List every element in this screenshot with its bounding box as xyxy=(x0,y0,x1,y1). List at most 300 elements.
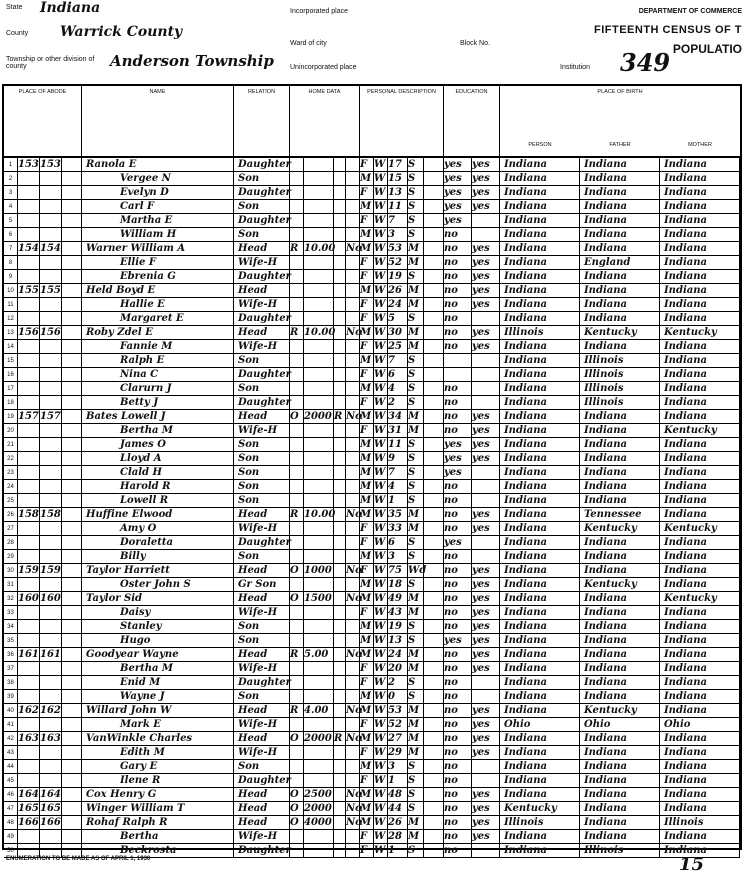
table-row xyxy=(4,298,740,312)
sex-cell: F xyxy=(360,214,374,228)
radio-set-cell xyxy=(334,676,346,690)
table-row xyxy=(4,522,740,536)
race-cell: W xyxy=(374,620,388,634)
farm-flag-cell xyxy=(346,298,360,312)
birthplace-person-cell: Indiana xyxy=(500,354,580,368)
can-read-cell xyxy=(472,368,500,382)
birthplace-father-cell: Indiana xyxy=(580,774,660,788)
relation-cell: Son xyxy=(234,690,290,704)
col-birth-mother: MOTHER xyxy=(688,142,712,148)
age-cell: 3 xyxy=(388,760,408,774)
sex-cell: F xyxy=(360,536,374,550)
department-title: DEPARTMENT OF COMMERCE xyxy=(638,8,742,15)
can-read-cell xyxy=(472,466,500,480)
dwelling-number-cell xyxy=(18,746,40,760)
radio-set-cell xyxy=(334,494,346,508)
table-row xyxy=(4,550,740,564)
birthplace-mother-cell: Indiana xyxy=(660,158,740,172)
age-cell: 52 xyxy=(388,256,408,270)
race-cell: W xyxy=(374,270,388,284)
attended-school-cell: no xyxy=(444,298,472,312)
can-read-cell xyxy=(472,312,500,326)
race-cell: W xyxy=(374,676,388,690)
home-tenure-cell xyxy=(290,760,304,774)
relation-cell: Head xyxy=(234,732,290,746)
race-cell: W xyxy=(374,368,388,382)
radio-set-cell xyxy=(334,396,346,410)
can-read-cell: yes xyxy=(472,438,500,452)
family-number-cell xyxy=(40,424,62,438)
age-at-marriage-cell xyxy=(424,662,444,676)
home-tenure-cell xyxy=(290,424,304,438)
home-value-cell xyxy=(304,662,334,676)
marital-status-cell: M xyxy=(408,410,424,424)
home-value-cell xyxy=(304,676,334,690)
table-row xyxy=(4,200,740,214)
attended-school-cell: no xyxy=(444,648,472,662)
attended-school-cell: no xyxy=(444,718,472,732)
street-cell-cell xyxy=(62,788,82,802)
radio-set-cell xyxy=(334,228,346,242)
table-row xyxy=(4,452,740,466)
row-number-cell: 15 xyxy=(4,354,18,368)
marital-status-cell: S xyxy=(408,382,424,396)
birthplace-person-cell: Indiana xyxy=(500,312,580,326)
dwelling-number-cell xyxy=(18,522,40,536)
age-cell: 26 xyxy=(388,284,408,298)
person-name-cell: Ebrenia G xyxy=(82,270,234,284)
birthplace-person-cell: Indiana xyxy=(500,774,580,788)
can-read-cell: yes xyxy=(472,200,500,214)
race-cell: W xyxy=(374,746,388,760)
table-row xyxy=(4,662,740,676)
row-number-cell: 22 xyxy=(4,452,18,466)
attended-school-cell: no xyxy=(444,606,472,620)
can-read-cell xyxy=(472,774,500,788)
sex-cell: M xyxy=(360,732,374,746)
person-name-cell: Edith M xyxy=(82,746,234,760)
family-number-cell xyxy=(40,494,62,508)
race-cell: W xyxy=(374,480,388,494)
relation-cell: Son xyxy=(234,172,290,186)
birthplace-father-cell: Indiana xyxy=(580,270,660,284)
age-at-marriage-cell xyxy=(424,606,444,620)
marital-status-cell: S xyxy=(408,200,424,214)
age-at-marriage-cell xyxy=(424,732,444,746)
birthplace-person-cell: Indiana xyxy=(500,172,580,186)
person-name-cell: Lowell R xyxy=(82,494,234,508)
relation-cell: Son xyxy=(234,760,290,774)
age-at-marriage-cell xyxy=(424,620,444,634)
age-at-marriage-cell xyxy=(424,690,444,704)
family-number-cell xyxy=(40,200,62,214)
row-number-cell: 23 xyxy=(4,466,18,480)
age-cell: 49 xyxy=(388,592,408,606)
birthplace-person-cell: Indiana xyxy=(500,410,580,424)
radio-set-cell xyxy=(334,774,346,788)
dwelling-number-cell: 159 xyxy=(18,565,39,576)
table-row xyxy=(4,494,740,508)
birthplace-mother-cell: Indiana xyxy=(660,214,740,228)
age-cell: 52 xyxy=(388,718,408,732)
street-cell-cell xyxy=(62,424,82,438)
home-value-cell xyxy=(304,774,334,788)
can-read-cell xyxy=(472,536,500,550)
farm-flag-cell xyxy=(346,382,360,396)
sex-cell: M xyxy=(360,690,374,704)
farm-flag-cell xyxy=(346,270,360,284)
table-row xyxy=(4,172,740,186)
farm-flag-cell: No xyxy=(346,327,362,338)
birthplace-father-cell: Indiana xyxy=(580,410,660,424)
birthplace-father-cell: Indiana xyxy=(580,746,660,760)
attended-school-cell: yes xyxy=(444,158,472,172)
unincorporated-label: Unincorporated place xyxy=(290,64,357,71)
home-tenure-cell: O xyxy=(290,410,304,424)
home-value-cell: 2000 xyxy=(304,802,334,816)
person-name-cell: Evelyn D xyxy=(82,186,234,200)
radio-set-cell xyxy=(334,746,346,760)
dwelling-number-cell xyxy=(18,424,40,438)
home-value-cell xyxy=(304,620,334,634)
relation-cell: Son xyxy=(234,452,290,466)
col-place-of-abode: PLACE OF ABODE xyxy=(4,86,82,156)
race-cell: W xyxy=(374,438,388,452)
table-row xyxy=(4,396,740,410)
marital-status-cell: S xyxy=(408,312,424,326)
family-number-cell xyxy=(40,760,62,774)
sex-cell: M xyxy=(360,438,374,452)
birthplace-father-cell: Indiana xyxy=(580,340,660,354)
row-number-cell: 39 xyxy=(4,690,18,704)
row-number-cell: 48 xyxy=(4,816,18,830)
race-cell: W xyxy=(374,396,388,410)
row-number-cell: 49 xyxy=(4,830,18,844)
farm-flag-cell xyxy=(346,536,360,550)
home-tenure-cell xyxy=(290,382,304,396)
home-tenure-cell xyxy=(290,396,304,410)
radio-set-cell xyxy=(334,606,346,620)
relation-cell: Wife-H xyxy=(234,662,290,676)
table-row xyxy=(4,424,740,438)
home-tenure-cell: R xyxy=(290,704,304,718)
street-cell-cell xyxy=(62,466,82,480)
birthplace-person-cell: Indiana xyxy=(500,158,580,172)
street-cell-cell xyxy=(62,172,82,186)
attended-school-cell: yes xyxy=(444,200,472,214)
sex-cell: M xyxy=(360,802,374,816)
race-cell: W xyxy=(374,382,388,396)
age-at-marriage-cell xyxy=(424,760,444,774)
home-value-cell: 4000 xyxy=(304,816,334,830)
age-at-marriage-cell xyxy=(424,578,444,592)
row-number-cell: 38 xyxy=(4,676,18,690)
birthplace-mother-cell: Indiana xyxy=(660,466,740,480)
sex-cell: F xyxy=(360,368,374,382)
street-cell-cell xyxy=(62,480,82,494)
birthplace-father-cell: Indiana xyxy=(580,186,660,200)
street-cell-cell xyxy=(62,396,82,410)
birthplace-father-cell: England xyxy=(580,256,660,270)
dwelling-number-cell xyxy=(18,340,40,354)
street-cell-cell xyxy=(62,648,82,662)
relation-cell: Daughter xyxy=(234,396,290,410)
home-tenure-cell xyxy=(290,690,304,704)
relation-cell: Head xyxy=(234,648,290,662)
marital-status-cell: S xyxy=(408,438,424,452)
age-cell: 15 xyxy=(388,172,408,186)
col-name: NAME xyxy=(82,86,234,156)
home-tenure-cell xyxy=(290,830,304,844)
marital-status-cell: S xyxy=(408,480,424,494)
sex-cell: F xyxy=(360,774,374,788)
birthplace-mother-cell: Indiana xyxy=(660,676,740,690)
marital-status-cell: S xyxy=(408,760,424,774)
birthplace-mother-cell: Indiana xyxy=(660,690,740,704)
birthplace-person-cell: Indiana xyxy=(500,522,580,536)
row-number-cell: 9 xyxy=(4,270,18,284)
dwelling-number-cell xyxy=(18,396,40,410)
home-tenure-cell xyxy=(290,774,304,788)
street-cell-cell xyxy=(62,746,82,760)
home-value-cell xyxy=(304,172,334,186)
home-value-cell xyxy=(304,214,334,228)
relation-cell: Daughter xyxy=(234,270,290,284)
person-name-cell: Ralph E xyxy=(82,354,234,368)
radio-set-cell xyxy=(334,200,346,214)
can-read-cell: yes xyxy=(472,410,500,424)
table-row xyxy=(4,340,740,354)
age-at-marriage-cell xyxy=(424,172,444,186)
home-value-cell xyxy=(304,200,334,214)
birthplace-father-cell: Indiana xyxy=(580,312,660,326)
person-name-cell: Roby Zdel E xyxy=(82,326,234,340)
farm-flag-cell: No xyxy=(346,817,362,828)
can-read-cell xyxy=(472,480,500,494)
relation-cell: Daughter xyxy=(234,844,290,858)
row-number-cell: 16 xyxy=(4,368,18,382)
family-number-cell: 163 xyxy=(40,733,61,744)
birthplace-father-cell: Indiana xyxy=(580,634,660,648)
race-cell: W xyxy=(374,312,388,326)
marital-status-cell: M xyxy=(408,340,424,354)
person-name-cell: Bertha M xyxy=(82,662,234,676)
street-cell-cell xyxy=(62,508,82,522)
dwelling-number-cell xyxy=(18,774,40,788)
form-header xyxy=(0,0,744,80)
census-title: FIFTEENTH CENSUS OF T xyxy=(594,24,742,36)
home-value-cell xyxy=(304,396,334,410)
county-label: County xyxy=(6,30,29,37)
birthplace-person-cell: Indiana xyxy=(500,340,580,354)
family-number-cell: 166 xyxy=(40,817,61,828)
marital-status-cell: M xyxy=(408,648,424,662)
farm-flag-cell xyxy=(346,578,360,592)
farm-flag-cell xyxy=(346,452,360,466)
birthplace-father-cell: Indiana xyxy=(580,620,660,634)
radio-set-cell xyxy=(334,452,346,466)
sex-cell: F xyxy=(360,844,374,858)
street-cell-cell xyxy=(62,564,82,578)
age-cell: 28 xyxy=(388,830,408,844)
street-cell-cell xyxy=(62,830,82,844)
radio-set-cell xyxy=(334,326,346,340)
birthplace-father-cell: Illinois xyxy=(580,382,660,396)
birthplace-father-cell: Indiana xyxy=(580,200,660,214)
radio-set-cell xyxy=(334,214,346,228)
relation-cell: Daughter xyxy=(234,676,290,690)
marital-status-cell: M xyxy=(408,746,424,760)
sex-cell: M xyxy=(360,494,374,508)
marital-status-cell: S xyxy=(408,620,424,634)
row-number-cell: 25 xyxy=(4,494,18,508)
home-value-cell xyxy=(304,494,334,508)
dwelling-number-cell xyxy=(18,494,40,508)
birthplace-mother-cell: Indiana xyxy=(660,508,740,522)
row-number-cell: 14 xyxy=(4,340,18,354)
radio-set-cell xyxy=(334,788,346,802)
sex-cell: M xyxy=(360,592,374,606)
family-number-cell: 154 xyxy=(40,243,61,254)
age-at-marriage-cell xyxy=(424,326,444,340)
age-at-marriage-cell xyxy=(424,676,444,690)
attended-school-cell: no xyxy=(444,396,472,410)
street-cell-cell xyxy=(62,340,82,354)
farm-flag-cell xyxy=(346,690,360,704)
family-number-cell xyxy=(40,676,62,690)
can-read-cell: yes xyxy=(472,732,500,746)
sex-cell: M xyxy=(360,704,374,718)
can-read-cell: yes xyxy=(472,802,500,816)
birthplace-mother-cell: Indiana xyxy=(660,172,740,186)
race-cell: W xyxy=(374,522,388,536)
dwelling-number-cell xyxy=(18,550,40,564)
birthplace-mother-cell: Indiana xyxy=(660,550,740,564)
birthplace-father-cell: Illinois xyxy=(580,368,660,382)
marital-status-cell: M xyxy=(408,256,424,270)
sex-cell: M xyxy=(360,284,374,298)
col-place-of-birth xyxy=(500,86,740,156)
dwelling-number-cell: 164 xyxy=(18,789,39,800)
home-value-cell: 10.00 xyxy=(304,327,336,338)
family-number-cell: 153 xyxy=(40,159,61,170)
sheet-number: 349 xyxy=(620,48,671,77)
farm-flag-cell xyxy=(346,284,360,298)
relation-cell: Daughter xyxy=(234,214,290,228)
dwelling-number-cell: 163 xyxy=(18,733,39,744)
home-value-cell xyxy=(304,354,334,368)
radio-set-cell xyxy=(334,270,346,284)
can-read-cell: yes xyxy=(472,424,500,438)
sex-cell: F xyxy=(360,746,374,760)
farm-flag-cell xyxy=(346,396,360,410)
race-cell: W xyxy=(374,844,388,858)
sex-cell: F xyxy=(360,830,374,844)
age-at-marriage-cell xyxy=(424,242,444,256)
row-number-cell: 50 xyxy=(4,844,18,858)
family-number-cell: 156 xyxy=(40,327,61,338)
col-relation: RELATION xyxy=(234,86,290,156)
row-number-cell: 43 xyxy=(4,746,18,760)
person-name-cell: James O xyxy=(82,438,234,452)
incorporated-label: Incorporated place xyxy=(290,8,348,15)
table-row xyxy=(4,648,740,662)
birthplace-person-cell: Indiana xyxy=(500,452,580,466)
farm-flag-cell xyxy=(346,172,360,186)
relation-cell: Son xyxy=(234,354,290,368)
sex-cell: F xyxy=(360,270,374,284)
person-name-cell: Betty J xyxy=(82,396,234,410)
col-birth-father: FATHER xyxy=(609,142,631,148)
birthplace-person-cell: Indiana xyxy=(500,186,580,200)
marital-status-cell: M xyxy=(408,522,424,536)
sex-cell: M xyxy=(360,508,374,522)
farm-flag-cell: No xyxy=(346,411,362,422)
person-name-cell: Huffine Elwood xyxy=(82,508,234,522)
can-read-cell xyxy=(472,354,500,368)
attended-school-cell: no xyxy=(444,284,472,298)
family-number-cell xyxy=(40,606,62,620)
can-read-cell xyxy=(472,760,500,774)
sex-cell: M xyxy=(360,326,374,340)
family-number-cell: 162 xyxy=(40,705,61,716)
birthplace-mother-cell: Indiana xyxy=(660,256,740,270)
birthplace-mother-cell: Indiana xyxy=(660,270,740,284)
birthplace-mother-cell: Indiana xyxy=(660,704,740,718)
farm-flag-cell: No xyxy=(346,565,362,576)
can-read-cell: yes xyxy=(472,648,500,662)
birthplace-person-cell: Indiana xyxy=(500,368,580,382)
home-tenure-cell: O xyxy=(290,802,304,816)
home-value-cell xyxy=(304,606,334,620)
birthplace-father-cell: Indiana xyxy=(580,172,660,186)
dwelling-number-cell: 156 xyxy=(18,327,39,338)
birthplace-person-cell: Indiana xyxy=(500,620,580,634)
street-cell-cell xyxy=(62,494,82,508)
person-name-cell: Willard John W xyxy=(82,704,234,718)
relation-cell: Wife-H xyxy=(234,718,290,732)
relation-cell: Son xyxy=(234,620,290,634)
state-label: State xyxy=(6,4,23,11)
marital-status-cell: M xyxy=(408,508,424,522)
table-row xyxy=(4,228,740,242)
farm-flag-cell xyxy=(346,312,360,326)
birthplace-father-cell: Indiana xyxy=(580,536,660,550)
home-tenure-cell xyxy=(290,578,304,592)
home-tenure-cell xyxy=(290,256,304,270)
attended-school-cell: no xyxy=(444,760,472,774)
birthplace-father-cell: Indiana xyxy=(580,438,660,452)
age-at-marriage-cell xyxy=(424,508,444,522)
attended-school-cell: no xyxy=(444,424,472,438)
sex-cell: F xyxy=(360,186,374,200)
marital-status-cell: S xyxy=(408,452,424,466)
marital-status-cell: S xyxy=(408,228,424,242)
home-tenure-cell xyxy=(290,270,304,284)
street-cell-cell xyxy=(62,732,82,746)
township-value: Anderson Township xyxy=(110,52,274,70)
street-cell-cell xyxy=(62,690,82,704)
relation-cell: Head xyxy=(234,326,290,340)
radio-set-cell xyxy=(334,648,346,662)
birthplace-person-cell: Indiana xyxy=(500,270,580,284)
relation-cell: Son xyxy=(234,200,290,214)
race-cell: W xyxy=(374,662,388,676)
relation-cell: Head xyxy=(234,284,290,298)
table-row xyxy=(4,802,740,816)
age-at-marriage-cell xyxy=(424,158,444,172)
age-cell: 13 xyxy=(388,186,408,200)
